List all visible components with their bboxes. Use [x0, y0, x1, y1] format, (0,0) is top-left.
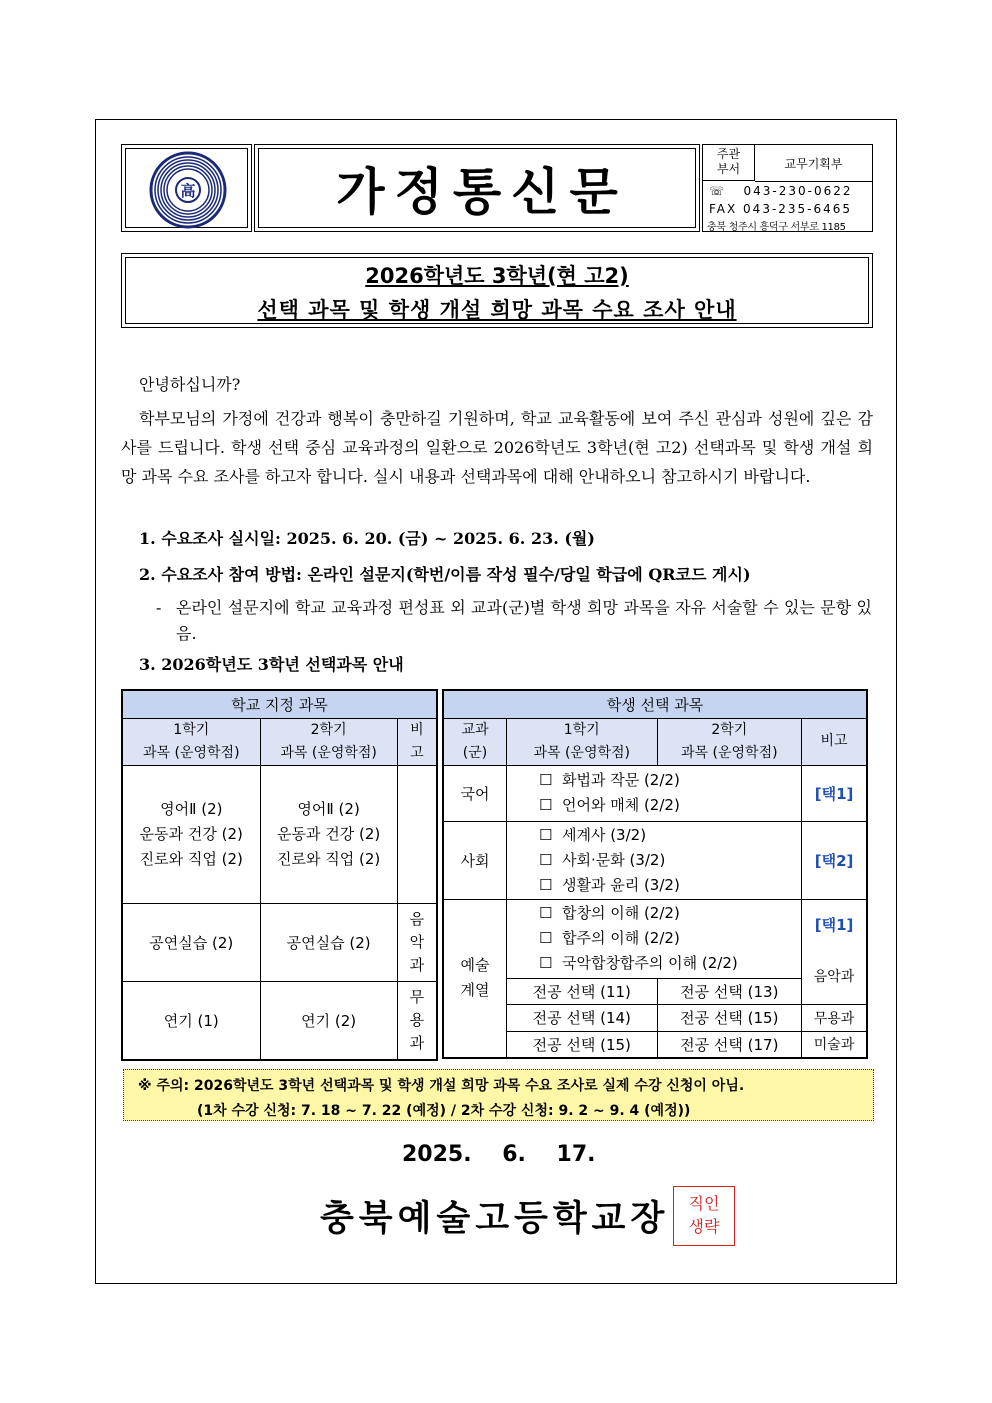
document-header: [121, 144, 873, 232]
list-item[interactable]: ☐ 세계사 (3/2): [538, 825, 647, 844]
telephone: ☏ 043-230-0622: [709, 184, 853, 198]
list-item[interactable]: ☐ 생활과 윤리 (3/2): [538, 875, 680, 894]
checkbox-icon[interactable]: ☐: [538, 904, 553, 922]
social-options: [506, 821, 801, 899]
common-courses-semester-1: 영어Ⅱ (2) 운동과 건강 (2) 진로와 직업 (2): [122, 765, 260, 903]
dance-dept-note: 무 용 과: [397, 981, 437, 1060]
korean-choice-note: [택1]: [802, 765, 867, 821]
list-item[interactable]: ☐ 합창의 이해 (2/2): [538, 904, 680, 922]
header-semester-2: 2학기 과목 (운영학점): [657, 718, 802, 765]
official-seal-stamp: 직인 생략: [673, 1186, 735, 1246]
subject-line-1: 2026학년도 3학년(현 고2): [365, 264, 629, 288]
header-semester-1: 1학기 과목 (운영학점): [122, 718, 260, 765]
student-elective-courses-table: [442, 689, 868, 1059]
issue-date: 2025. 6. 17.: [402, 1142, 596, 1167]
major-elective-dance-1: 전공 선택 (14): [506, 1004, 657, 1031]
common-courses-note: [397, 765, 437, 903]
logo-cell: [121, 144, 252, 232]
fax-number: FAX 043-235-6465: [709, 202, 853, 216]
list-item[interactable]: ☐ 화법과 작문 (2/2): [538, 771, 680, 789]
body-paragraph: 학부모님의 가정에 건강과 행복이 충만하길 기원하며, 학교 교육활동에 보여 주신 관심과 성원에 깊은 감사를 드립니다. 학생 선택 중심 교육과정의 일환으로 2026학년도 3학년(현 고2) 선택과목 및 학생 개설 희망 과목 수요 조사를 하고자 합니다. 실시 내용과 선택과목에 대해 안내하오니 참고하시기 바랍니다.: [121, 409, 873, 486]
checkbox-icon[interactable]: ☐: [538, 850, 553, 869]
subject-box: [121, 253, 873, 328]
dance-course-semester-2: 연기 (2): [260, 981, 397, 1060]
dance-dept-note: 무용과: [802, 1004, 867, 1031]
item-survey-method: 2. 수요조사 참여 방법: 온라인 설문지(학번/이름 작성 필수/당일 학급에 QR코드 게시): [139, 565, 751, 584]
list-item[interactable]: ☐ 사회·문화 (3/2): [538, 850, 666, 869]
document-title: 가정통신문: [336, 163, 628, 221]
header-semester-1: 1학기 과목 (운영학점): [506, 718, 657, 765]
group-korean: 국어: [443, 765, 506, 821]
header-semester-2: 2학기 과목 (운영학점): [260, 718, 397, 765]
checkbox-icon[interactable]: ☐: [538, 796, 553, 814]
subject-line-2: 선택 과목 및 학생 개설 희망 과목 수요 조사 안내: [257, 298, 737, 322]
school-emblem-icon: [126, 149, 249, 229]
table-title: 학교 지정 과목: [122, 690, 437, 718]
header-note: 비고: [802, 718, 867, 765]
header-subject-group: 교과 (군): [443, 718, 506, 765]
music-dept-note: 음 악 과: [397, 903, 437, 981]
caution-line-2: (1차 수강 신청: 7. 18 ~ 7. 22 (예정) / 2차 수강 신청: 9. 2 ~ 9. 4 (예정)): [197, 1103, 691, 1119]
header-note: 비 고: [397, 718, 437, 765]
greeting: 안녕하십니까?: [139, 375, 241, 394]
svg-text:高: 高: [180, 182, 196, 200]
group-social: 사회: [443, 821, 506, 899]
item-survey-date: 1. 수요조사 실시일: 2025. 6. 20. (금) ~ 2025. 6. 23. (월): [139, 529, 595, 548]
dance-course-semester-1: 연기 (1): [122, 981, 260, 1060]
caution-note: [123, 1069, 874, 1121]
list-item[interactable]: ☐ 합주의 이해 (2/2): [538, 929, 680, 947]
checkbox-icon[interactable]: ☐: [538, 825, 553, 844]
school-designated-courses-table: [121, 689, 438, 1061]
music-course-semester-1: 공연실습 (2): [122, 903, 260, 981]
art-dept-note: 미술과: [802, 1031, 867, 1058]
checkbox-icon[interactable]: ☐: [538, 771, 553, 789]
major-elective-music-1: 전공 선택 (11): [506, 978, 657, 1004]
school-principal: 충북예술고등학교장: [320, 1199, 670, 1239]
school-address: 충북 청주시 흥덕구 서부로 1185: [707, 222, 846, 233]
major-elective-dance-2: 전공 선택 (15): [657, 1004, 802, 1031]
korean-options: [506, 765, 801, 821]
dept-label: 주관 부서: [703, 145, 755, 181]
title-cell: [254, 144, 700, 232]
arts-options: [506, 899, 801, 978]
phone-icon: ☏: [709, 184, 727, 198]
checkbox-icon[interactable]: ☐: [538, 954, 553, 972]
major-elective-art-1: 전공 선택 (15): [506, 1031, 657, 1058]
table-title: 학생 선택 과목: [443, 690, 867, 718]
caution-line-1: ※ 주의: 2026학년도 3학년 선택과목 및 학생 개설 희망 과목 수요 조사로 실제 수강 신청이 아님.: [138, 1078, 745, 1094]
arts-choice-note: [택1] 음악과: [802, 899, 867, 1004]
major-elective-art-2: 전공 선택 (17): [657, 1031, 802, 1058]
common-courses-semester-2: 영어Ⅱ (2) 운동과 건강 (2) 진로와 직업 (2): [260, 765, 397, 903]
dept-name: 교무기획부: [755, 145, 872, 182]
checkbox-icon[interactable]: ☐: [538, 875, 553, 894]
list-item[interactable]: ☐ 언어와 매체 (2/2): [538, 796, 680, 814]
music-course-semester-2: 공연실습 (2): [260, 903, 397, 981]
list-item[interactable]: ☐ 국악합창합주의 이해 (2/2): [538, 954, 738, 972]
group-arts: 예술 계열: [443, 899, 506, 1058]
item-survey-method-detail: - 온라인 설문지에 학교 교육과정 편성표 외 교과(군)별 학생 희망 과목을 자유 서술할 수 있는 문항 있음.: [156, 598, 872, 643]
item-course-guide: 3. 2026학년도 3학년 선택과목 안내: [139, 655, 404, 674]
major-elective-music-2: 전공 선택 (13): [657, 978, 802, 1004]
social-choice-note: [택2]: [802, 821, 867, 899]
checkbox-icon[interactable]: ☐: [538, 929, 553, 947]
department-info: [702, 144, 873, 232]
